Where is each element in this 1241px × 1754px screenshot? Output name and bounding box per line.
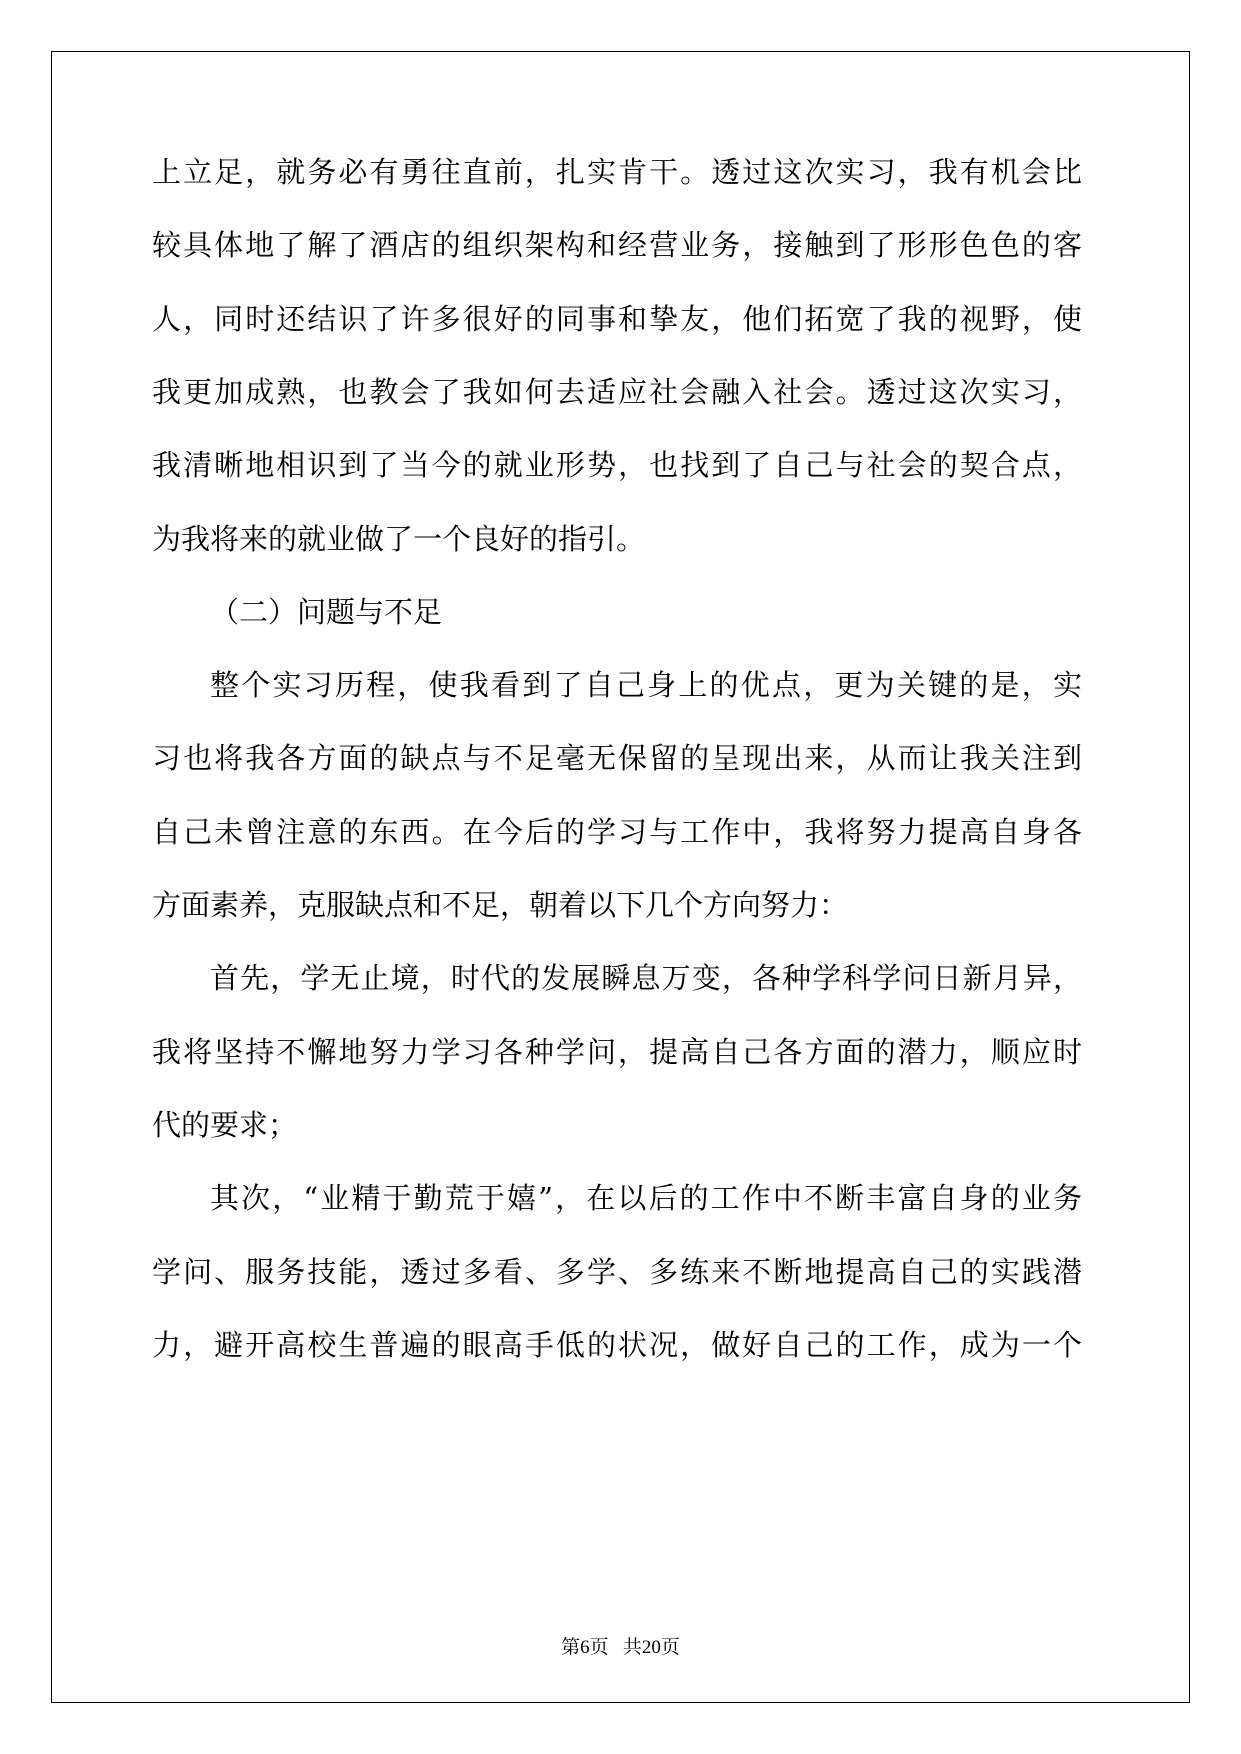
text-line: 为我将来的就业做了一个良好的指引。 [152, 521, 646, 556]
page-label-prefix: 第 [561, 1637, 581, 1658]
text-line: 方面素养，克服缺点和不足，朝着以下几个方向努力： [152, 888, 849, 922]
text-line: 我将坚持不懈地努力学习各种学问，提高自己各方面的潜力，顺应时 [152, 1034, 1082, 1069]
total-label-prefix: 共 [622, 1637, 642, 1658]
text-line: 整个实习历程，使我看到了自己身上的优点，更为关键的是，实 [210, 668, 1082, 703]
text-line: 其次，“业精于勤荒于嬉”，在以后的工作中不断丰富自身的业务 [210, 1181, 1082, 1216]
text-line: 首先，学无止境，时代的发展瞬息万变，各种学科学问日新月异， [210, 961, 1082, 996]
text-line: 上立足，就务必有勇往直前，扎实肯干。透过这次实习，我有机会比 [152, 155, 1082, 189]
total-label-suffix: 页 [660, 1637, 680, 1658]
page-label-suffix: 页 [589, 1637, 609, 1658]
section-heading: （二）问题与不足 [210, 594, 443, 629]
text-line: 代的要求； [152, 1107, 298, 1142]
text-line: 我清晰地相识到了当今的就业形势，也找到了自己与社会的契合点， [152, 448, 1082, 483]
page-footer [0, 1632, 1241, 1659]
page-number: 6 [580, 1637, 590, 1658]
text-line: 我更加成熟，也教会了我如何去适应社会融入社会。透过这次实习， [152, 374, 1082, 409]
text-line: 较具体地了解了酒店的组织架构和经营业务，接触到了形形色色的客 [152, 228, 1082, 263]
text-line: 自己未曾注意的东西。在今后的学习与工作中，我将努力提高自身各 [152, 814, 1082, 849]
text-line: 力，避开高校生普遍的眼高手低的状况，做好自己的工作，成为一个 [152, 1327, 1082, 1362]
text-line: 习也将我各方面的缺点与不足毫无保留的呈现出来，从而让我关注到 [152, 741, 1082, 776]
text-line: 学问、服务技能，透过多看、多学、多练来不断地提高自己的实践潜 [152, 1254, 1082, 1289]
total-pages: 20 [641, 1637, 661, 1658]
text-line: 人，同时还结识了许多很好的同事和挚友，他们拓宽了我的视野，使 [152, 301, 1082, 336]
